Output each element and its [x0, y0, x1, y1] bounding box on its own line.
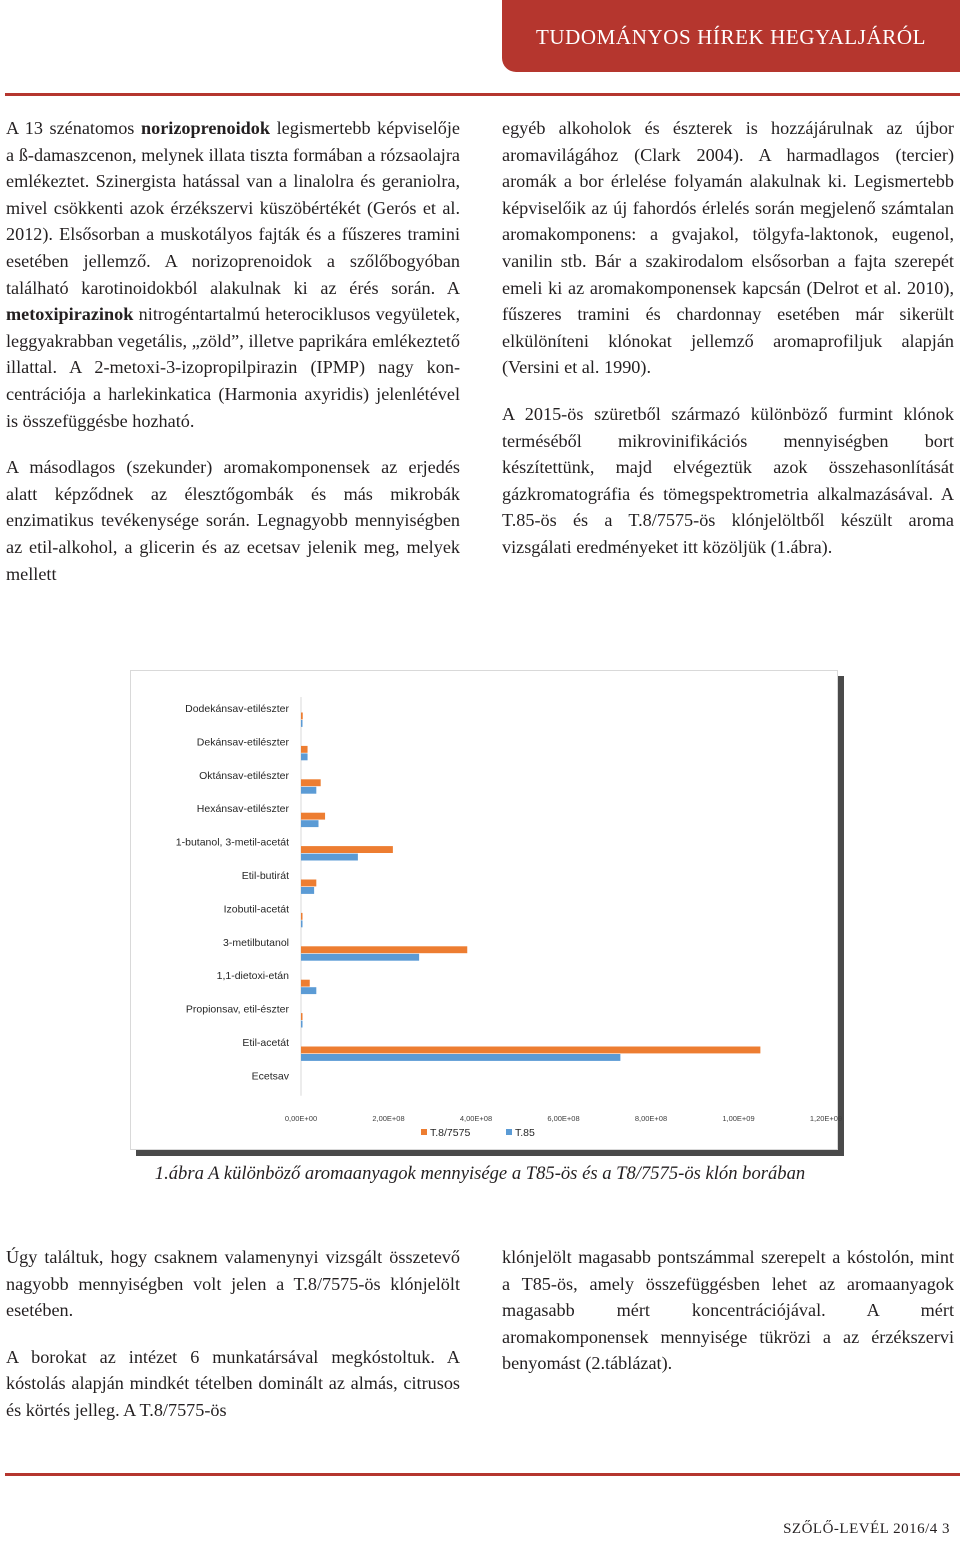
category-label: 1-butanol, 3-metil-acetát	[175, 836, 289, 849]
category-label: Etil-butirát	[241, 870, 289, 882]
category-label: Dodekánsav-etilészter	[185, 703, 289, 715]
x-tick-label: 1,00E+09	[722, 1114, 755, 1123]
legend-swatch	[506, 1129, 512, 1135]
category-label: Oktánsav-etilészter	[199, 769, 289, 782]
bar-t85	[301, 753, 308, 760]
bar-t85	[301, 720, 303, 727]
bar-t87575	[301, 1047, 760, 1054]
bar-t85	[301, 987, 316, 994]
term-norizoprenoidok: norizoprenoidok	[140, 118, 271, 138]
section-header-tab	[502, 0, 960, 72]
category-label: Hexánsav-etilészter	[196, 803, 289, 816]
paragraph: egyéb alkoholok és észterek is hozzájárulnak az újbor aromavilágához (Clark 2004). A harmadlagos (tercier) aromák a bor érlelése folyamán alakulnak ki. Legismertebb képviselőik az új fahordós érlelés során megjelenő számtalan aromakomponens: a gvajakol, tölgyfa-laktonok, eugenol, vanilin stb. Bár a szakirodalom elsősorban a fajta szerepét emeli ki az aromakomponensek kapcsán (Delrot et al. 2010), fűszeres tramini és chardonnay esetében már sikerült elkülöníteni klónokat jellemző aromaprofiljuk alapján (Versini et al. 1990).	[502, 118, 954, 378]
bar-t85	[301, 954, 419, 961]
paragraph: klónjelölt magasabb pontszámmal szerepelt a kóstolón, mint a T85-ös, amely összefüggésben lehet az aromaanyagok magasabb mért koncentrációjával. A mért aromakomponensek mennyisége tükrözi a az érzékszervi benyomást (2.táblázat).	[502, 1247, 954, 1374]
legend-label: T.85	[515, 1127, 535, 1139]
x-tick-label: 2,00E+08	[372, 1114, 405, 1123]
bar-t87575	[301, 946, 467, 953]
text-column-2	[502, 115, 954, 581]
bar-t87575	[301, 713, 303, 720]
term-metoxipirazinok: metoxipirazinok	[6, 304, 134, 325]
category-label: 1,1-dietoxi-etán	[216, 970, 289, 983]
category-label: Ecetsav	[251, 1070, 289, 1083]
bar-t85	[301, 854, 358, 861]
bar-t87575	[301, 913, 303, 920]
text-column-4	[502, 1244, 954, 1397]
category-label: Etil-acetát	[242, 1037, 289, 1049]
bar-t85	[301, 787, 316, 794]
bar-t85	[301, 920, 303, 927]
figure-caption: 1.ábra A különböző aromaanyagok mennyisége a T85-ös és a T8/7575-ös klón borában	[154, 1163, 806, 1184]
aroma-chart	[130, 670, 843, 1150]
paragraph: A 2015-ös szüretből származó különböző furmint klónok terméséből mikrovinifikációs mennyiségben bort készítettünk, majd elvégeztük azok összehasonlítását gázkromatográfia és tömegspektrometria alkalmazásával. A T.85-ös és a T.8/7575-ös klónjelöltből készült aroma vizsgálati eredményeket itt közöljük (1.ábra).	[502, 403, 954, 557]
bar-t87575	[301, 813, 325, 820]
bottom-divider	[5, 1473, 960, 1476]
page-footer: SZŐLŐ-LEVÉL 2016/4 3	[783, 1521, 950, 1537]
aroma-bar-chart-svg	[131, 671, 843, 1149]
text-column-3	[6, 1244, 460, 1444]
bar-t85	[301, 820, 319, 827]
category-label: 3-metilbutanol	[223, 936, 289, 949]
x-tick-label: 4,00E+08	[459, 1114, 493, 1123]
x-tick-label: 6,00E+08	[547, 1114, 580, 1123]
x-tick-label: 1,20E+09	[809, 1114, 843, 1123]
top-divider	[5, 93, 960, 96]
category-label: Dekánsav-etilészter	[196, 736, 289, 749]
x-tick-label: 8,00E+08	[634, 1114, 668, 1123]
bar-t85	[301, 1054, 620, 1061]
bar-t85	[301, 1021, 303, 1028]
bar-t87575	[301, 880, 316, 887]
bar-t87575	[301, 779, 321, 786]
paragraph: A borokat az intézet 6 munkatársával megkóstoltuk. A kóstolás alapján mindkét tételben dominált az almás, citrusos és körtés jelleg. A T.8/7575-ös	[6, 1346, 460, 1420]
bar-t85	[301, 887, 314, 894]
bar-t87575	[301, 746, 308, 753]
paragraph: A másodlagos (szekunder) aromakomponensek az erjedés alatt képződnek az élesztőgombák és más mikrobák enzimatikus tevékenysége során. Legnagyobb mennyiségben az etil-alkohol, a glicerin és az ecetsav jelenik meg, melyek mellett	[6, 457, 460, 584]
text-column-1	[6, 115, 460, 607]
paragraph: A 13 szénatomos norizoprenoidok legismertebb képviselője a ß-damaszcenon, melynek illata tiszta formában a rózsaolajra emlékeztet. Szinergista hatással van a linalolra és geraniolra, mivel csökkenti azok érzékszervi küszöbértékét (Gerós et al. 2012). Elsősorban a muskotályos fajták és a fűszeres tramini esetében jellemző. A norizoprenoidok a szőlőbogyóban található karotinoidokból alakulnak ki az érés során. A metoxipirazinok nitrogéntartalmú heterociklusos vegyületek, leggyakrabban vegetális, „zöld”, illetve paprikára emlékeztető illattal. A 2-metoxi-3-izopropilpirazin (IPMP) nagy koncentrációja a harlekinkatica (Harmonia axyridis) jelenlétével is összefüggésbe hozható.	[6, 118, 460, 431]
x-tick-label: 0,00E+00	[284, 1114, 318, 1123]
category-label: Propionsav, etil-észter	[185, 1003, 289, 1016]
paragraph: Úgy találtuk, hogy csaknem valamenynyi vizsgált összetevő nagyobb mennyiségben volt jelen a T.8/7575-ös klónjelölt esetében.	[6, 1247, 460, 1321]
section-title: TUDOMÁNYOS HÍREK HEGYALJÁRÓL	[535, 24, 927, 49]
legend-swatch	[421, 1129, 427, 1135]
category-label: Izobutil-acetát	[223, 903, 289, 916]
bar-t87575	[301, 846, 393, 853]
bar-t87575	[301, 980, 310, 987]
bar-t87575	[301, 1013, 303, 1020]
legend-label: T.8/7575	[430, 1127, 471, 1139]
